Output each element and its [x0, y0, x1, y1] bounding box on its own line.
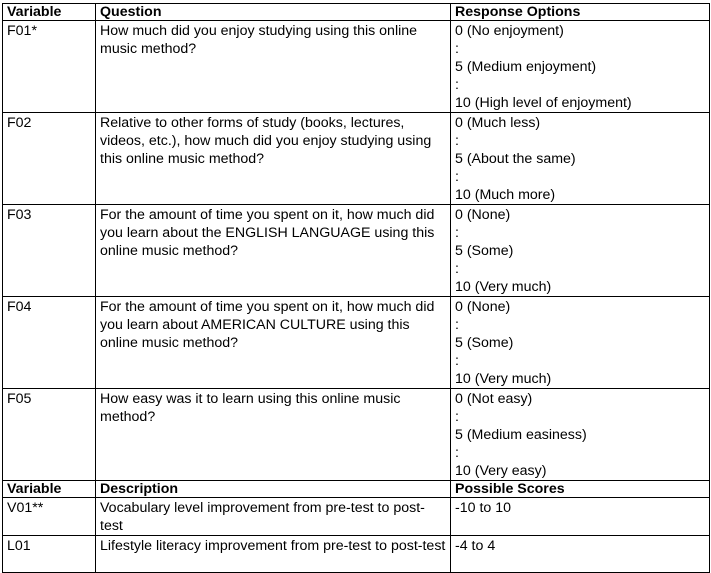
response-option: 5 (Medium easiness) — [455, 427, 587, 443]
question-cell: How easy was it to learn using this online music method? — [96, 389, 451, 481]
question-header: Description — [96, 481, 451, 498]
response-option: : — [455, 41, 459, 57]
variable-header: Variable — [3, 4, 96, 21]
response-option: 5 (Some) — [455, 335, 514, 351]
response-option: : — [455, 261, 459, 277]
variable-cell: V01** — [3, 498, 96, 536]
response-option: 0 (None) — [455, 207, 511, 223]
response-options-cell — [451, 113, 710, 205]
table-row — [3, 297, 710, 389]
response-option: : — [455, 445, 459, 461]
response-option: 5 (About the same) — [455, 151, 576, 167]
response-option: 0 (Not easy) — [455, 391, 533, 407]
response-option: 0 (Much less) — [455, 115, 541, 131]
response-option: 5 (Medium enjoyment) — [455, 59, 597, 75]
response-option: : — [455, 169, 459, 185]
response-option: : — [455, 409, 459, 425]
response-options-cell — [451, 297, 710, 389]
variable-cell: F05 — [3, 389, 96, 481]
table-row — [3, 498, 710, 536]
table-row — [3, 536, 710, 573]
description-cell: Vocabulary level improvement from pre-test to post-test — [96, 498, 451, 536]
response-option: : — [455, 133, 459, 149]
possible-scores-cell: -4 to 4 — [451, 536, 710, 573]
response-option: : — [455, 225, 459, 241]
possible-scores-cell: -10 to 10 — [451, 498, 710, 536]
variable-cell: L01 — [3, 536, 96, 573]
response-options-cell — [451, 21, 710, 113]
question-cell: Relative to other forms of study (books, lectures, videos, etc.), how much did you enjoy studying using this online music method? — [96, 113, 451, 205]
response-option: : — [455, 353, 459, 369]
variable-cell: F03 — [3, 205, 96, 297]
options-header: Possible Scores — [451, 481, 710, 498]
response-option: : — [455, 77, 459, 93]
question-cell: For the amount of time you spent on it, how much did you learn about AMERICAN CULTURE using this online music method? — [96, 297, 451, 389]
response-option: : — [455, 317, 459, 333]
table-row — [3, 389, 710, 481]
response-option: 10 (Very much) — [455, 371, 552, 387]
options-header: Response Options — [451, 4, 710, 21]
question-cell: For the amount of time you spent on it, how much did you learn about the ENGLISH LANGUAGE using this online music method? — [96, 205, 451, 297]
response-option: 0 (No enjoyment) — [455, 23, 564, 39]
variable-cell: F04 — [3, 297, 96, 389]
response-options-cell — [451, 389, 710, 481]
response-option: 10 (Very much) — [455, 279, 552, 295]
response-option: 10 (Very easy) — [455, 463, 547, 479]
table-row — [3, 205, 710, 297]
table2-header-row — [3, 481, 710, 498]
question-cell: How much did you enjoy studying using this online music method? — [96, 21, 451, 113]
response-option: 5 (Some) — [455, 243, 514, 259]
response-options-cell — [451, 205, 710, 297]
variable-cell: F01* — [3, 21, 96, 113]
table-row — [3, 21, 710, 113]
response-option: 0 (None) — [455, 299, 511, 315]
response-option: 10 (Much more) — [455, 187, 556, 203]
table-row — [3, 113, 710, 205]
response-option: 10 (High level of enjoyment) — [455, 95, 632, 111]
question-header: Question — [96, 4, 451, 21]
variable-cell: F02 — [3, 113, 96, 205]
survey-variables-table — [2, 3, 710, 573]
variable-header: Variable — [3, 481, 96, 498]
description-cell: Lifestyle literacy improvement from pre-test to post-test — [96, 536, 451, 573]
table1-header-row — [3, 4, 710, 21]
